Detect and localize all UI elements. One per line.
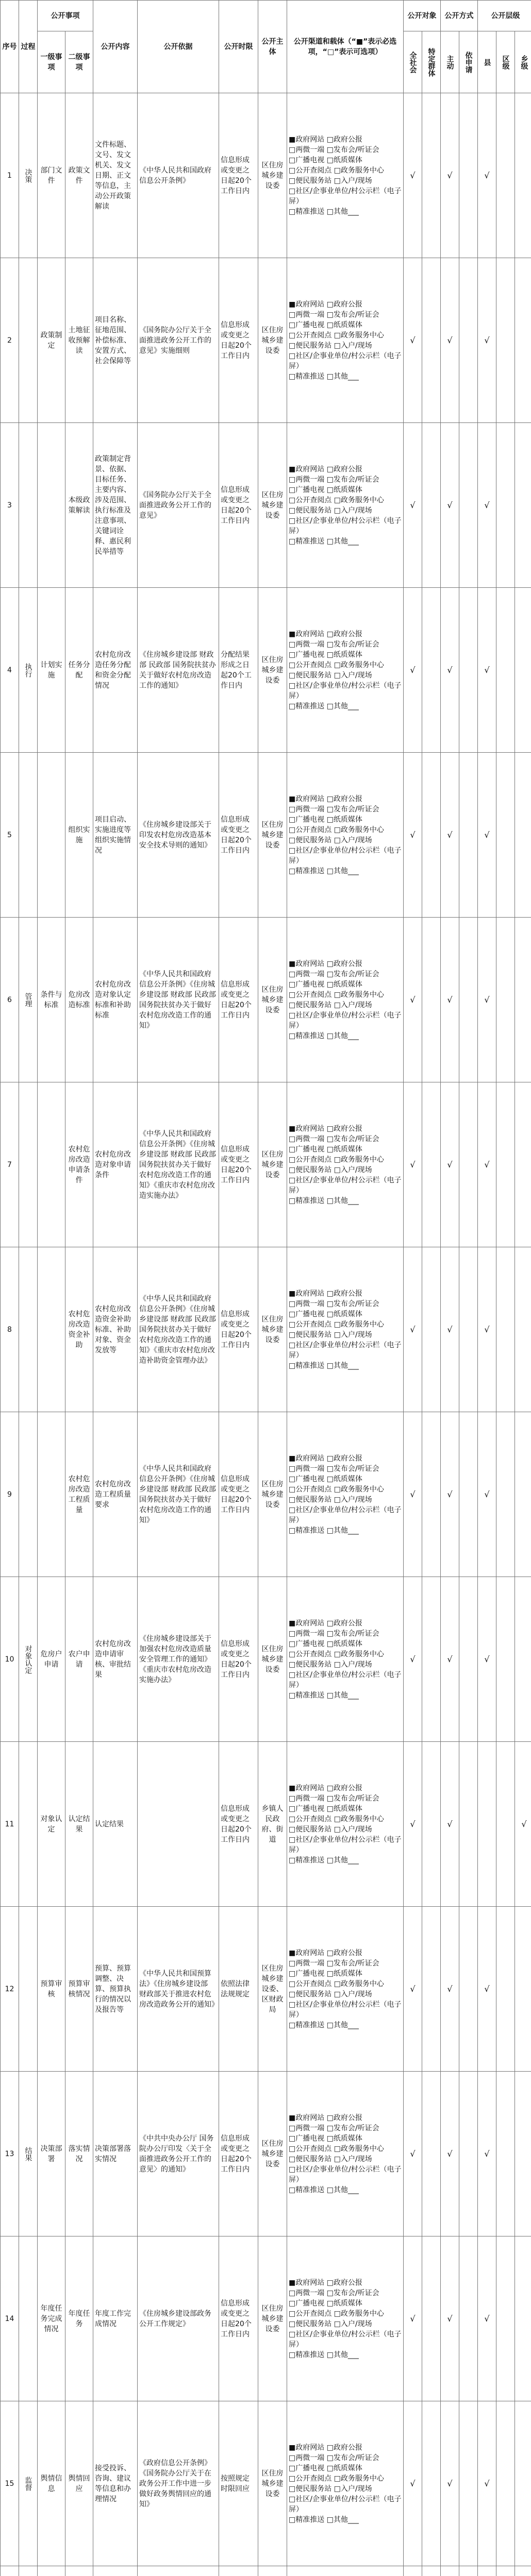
row-process: 执行	[19, 588, 38, 753]
row-check-5	[496, 1247, 515, 1412]
row-content: 年度工作完成情况	[93, 2236, 138, 2401]
row-check-3	[459, 423, 478, 588]
row-check-0	[404, 2566, 422, 2576]
row-process	[19, 2236, 38, 2401]
row-basis	[138, 2566, 219, 2576]
row-basis: 《中华人民共和国政府信息公开条例》《住房城乡建设部 财政部 民政部 国务院扶贫办关于做好农村危房改造工作的通知》《重庆市农村危房改造补助资金管理办法》	[138, 1247, 219, 1412]
row-level1: 对象认定	[38, 1742, 65, 1907]
row-check-5	[496, 1907, 515, 2072]
header-proactive: 主动	[441, 31, 459, 93]
header-method: 公开方式	[441, 1, 478, 31]
header-subject: 公开主体	[258, 1, 287, 93]
row-check-0: √	[404, 588, 422, 753]
row-check-5	[496, 918, 515, 1082]
row-check-3	[459, 2072, 478, 2236]
row-time-limit: 信息形成或变更之日起20个工作日内	[219, 423, 258, 588]
row-check-6	[515, 93, 531, 258]
row-basis: 《住房城乡建设部关于印发农村危房改造基本安全技术导则的通知》	[138, 753, 219, 918]
row-check-6	[515, 2401, 531, 2566]
row-basis: 《中华人民共和国政府信息公开条例》	[138, 93, 219, 258]
row-check-6	[515, 588, 531, 753]
row-check-2: √	[441, 2401, 459, 2566]
table-row	[1, 423, 531, 588]
row-check-5	[496, 753, 515, 918]
row-subject: 区住房城乡建设委	[258, 2401, 287, 2566]
row-check-0: √	[404, 918, 422, 1082]
row-check-1	[422, 1742, 441, 1907]
row-time-limit: 信息形成或变更之日起20个工作日内	[219, 1577, 258, 1742]
row-check-3	[459, 2236, 478, 2401]
row-process	[19, 258, 38, 423]
row-check-0: √	[404, 753, 422, 918]
row-check-0: √	[404, 1082, 422, 1247]
row-time-limit: 信息形成或变更之日起20个工作日内	[219, 1082, 258, 1247]
row-time-limit: 信息形成或变更之日起20个工作日内	[219, 2236, 258, 2401]
row-check-3	[459, 1412, 478, 1577]
header-level1: 一级事项	[38, 31, 65, 93]
header-target: 公开对象	[404, 1, 441, 31]
row-check-1	[422, 93, 441, 258]
row-time-limit: 信息形成或变更之日起20个工作日内	[219, 258, 258, 423]
row-level1	[38, 1082, 65, 1247]
row-check-2: √	[441, 1577, 459, 1742]
row-content	[93, 2566, 138, 2576]
header-level2: 二级事项	[65, 31, 93, 93]
header-seq: 序号	[1, 1, 19, 93]
row-process: 监督	[19, 2401, 38, 2566]
row-subject: 区住房城乡建设委	[258, 423, 287, 588]
row-level1	[38, 753, 65, 918]
header-time-limit: 公开时限	[219, 1, 258, 93]
row-content: 政策制定背景、依据、目标任务、主要内容、涉及范围、执行标准及注意事项、关键词诠释、惠民利民举措等	[93, 423, 138, 588]
row-content: 农村危房改造对象申请条件	[93, 1082, 138, 1247]
row-basis: 《中华人民共和国政府信息公开条例》《住房城乡建设部 财政部 民政部 国务院扶贫办关于做好农村危房改造工作的通知》	[138, 1412, 219, 1577]
row-check-6	[515, 1247, 531, 1412]
row-subject	[258, 2566, 287, 2576]
row-level2: 落实情况	[65, 2072, 93, 2236]
header-content: 公开内容	[93, 1, 138, 93]
row-check-4: √	[478, 258, 496, 423]
row-subject: 区住房城乡建设委	[258, 918, 287, 1082]
row-check-6	[515, 753, 531, 918]
table-row	[1, 2072, 531, 2236]
row-check-0: √	[404, 2236, 422, 2401]
row-subject: 乡镇人民政府、街道	[258, 1742, 287, 1907]
row-check-2: √	[441, 753, 459, 918]
row-content: 接受投诉、咨询、建议等信息和办理情况	[93, 2401, 138, 2566]
row-check-3	[459, 1247, 478, 1412]
table-row	[1, 1577, 531, 1742]
table-row	[1, 1742, 531, 1907]
row-check-5	[496, 1412, 515, 1577]
row-check-5	[496, 2072, 515, 2236]
row-check-2: √	[441, 1412, 459, 1577]
row-basis: 《国务院办公厅关于全面推进政务公开工作的意见》	[138, 423, 219, 588]
row-level1: 年度任务完成情况	[38, 2236, 65, 2401]
row-content: 项目启动、实施进度等组织实施情况	[93, 753, 138, 918]
row-check-2: √	[441, 1247, 459, 1412]
row-check-5	[496, 2401, 515, 2566]
row-process	[19, 1742, 38, 1907]
row-check-0: √	[404, 1577, 422, 1742]
row-check-2: √	[441, 1907, 459, 2072]
row-seq: 13	[1, 2072, 19, 2236]
row-check-5	[496, 258, 515, 423]
row-level1: 危房户申请	[38, 1577, 65, 1742]
row-check-2: √	[441, 588, 459, 753]
row-channel	[287, 2566, 404, 2576]
row-check-1	[422, 1247, 441, 1412]
row-content: 项目名称、征地范围、补偿标准、安置方式、社会保障等	[93, 258, 138, 423]
row-basis	[138, 1742, 219, 1907]
row-check-5	[496, 423, 515, 588]
row-process: 对象认定	[19, 1577, 38, 1742]
table-row	[1, 1907, 531, 2072]
row-check-3	[459, 753, 478, 918]
row-channel: ■政府网站 □政府公报 □两微一端 □发布会/听证会 □广播电视 □纸质媒体 □公开查阅点 □政务服务中心 □便民服务站 □入户/现场 □社区/企事业单位/村公示栏（电子屏） □精准推送 □其他___	[287, 258, 404, 423]
row-channel: ■政府网站 □政府公报 □两微一端 □发布会/听证会 □广播电视 □纸质媒体 □公开查阅点 □政务服务中心 □便民服务站 □入户/现场 □社区/企事业单位/村公示栏（电子屏） □精准推送 □其他___	[287, 2072, 404, 2236]
row-check-1	[422, 1577, 441, 1742]
row-basis: 《中华人民共和国政府信息公开条例》《住房城乡建设部 财政部 民政部 国务院扶贫办关于做好农村危房改造工作的通知》	[138, 918, 219, 1082]
row-check-2: √	[441, 918, 459, 1082]
row-content: 决策部署落实情况	[93, 2072, 138, 2236]
row-channel: ■政府网站 □政府公报 □两微一端 □发布会/听证会 □广播电视 □纸质媒体 □公开查阅点 □政务服务中心 □便民服务站 □入户/现场 □社区/企事业单位/村公示栏（电子屏） □精准推送 □其他___	[287, 588, 404, 753]
row-time-limit	[219, 2566, 258, 2576]
row-check-1	[422, 423, 441, 588]
row-time-limit: 信息形成或变更之日起20个工作日内	[219, 93, 258, 258]
row-check-6	[515, 918, 531, 1082]
row-check-3	[459, 1082, 478, 1247]
header-district: 区级	[496, 31, 515, 93]
row-check-0: √	[404, 423, 422, 588]
row-check-1	[422, 588, 441, 753]
row-seq: 11	[1, 1742, 19, 1907]
row-seq: 15	[1, 2401, 19, 2566]
row-process: 管理	[19, 918, 38, 1082]
row-channel: ■政府网站 □政府公报 □两微一端 □发布会/听证会 □广播电视 □纸质媒体 □公开查阅点 □政务服务中心 □便民服务站 □入户/现场 □社区/企事业单位/村公示栏（电子屏） □精准推送 □其他___	[287, 918, 404, 1082]
row-check-4	[478, 2566, 496, 2576]
row-subject: 区住房城乡建设委	[258, 258, 287, 423]
row-subject: 区住房城乡建设委	[258, 93, 287, 258]
row-subject: 区住房城乡建设委	[258, 753, 287, 918]
row-level2	[65, 2566, 93, 2576]
row-check-6	[515, 1412, 531, 1577]
row-process	[19, 1907, 38, 2072]
row-check-6	[515, 2566, 531, 2576]
row-content: 认定结果	[93, 1742, 138, 1907]
row-check-5	[496, 93, 515, 258]
row-level1: 舆情信息	[38, 2401, 65, 2566]
row-check-6	[515, 2072, 531, 2236]
table-row	[1, 1412, 531, 1577]
row-check-1	[422, 1082, 441, 1247]
row-check-3	[459, 1742, 478, 1907]
row-check-1	[422, 2566, 441, 2576]
row-level2: 农村危房改造资金补助	[65, 1247, 93, 1412]
row-level1: 条件与标准	[38, 918, 65, 1082]
header-by-request: 依申请	[459, 31, 478, 93]
table-row	[1, 258, 531, 423]
row-time-limit: 信息形成或变更之日起20个工作日内	[219, 753, 258, 918]
row-basis: 《住房城乡建设部关于加强农村危房改造质量安全管理工作的通知》《重庆市农村危房改造实施办法》	[138, 1577, 219, 1742]
row-check-2: √	[441, 258, 459, 423]
row-level1	[38, 2566, 65, 2576]
row-check-5	[496, 1577, 515, 1742]
row-subject: 区住房城乡建设委	[258, 1412, 287, 1577]
table-row	[1, 918, 531, 1082]
row-content: 农村危房改造资金补助标准、补助对象、资金发放等	[93, 1247, 138, 1412]
row-basis: 《住房城乡建设部 财政部 民政部 国务院扶贫办关于做好农村危房改造工作的通知》	[138, 588, 219, 753]
row-check-6: √	[515, 1742, 531, 1907]
row-check-3	[459, 258, 478, 423]
row-seq: 7	[1, 1082, 19, 1247]
row-check-1	[422, 2072, 441, 2236]
table-row	[1, 2236, 531, 2401]
row-level2: 任务分配	[65, 588, 93, 753]
row-subject: 区住房城乡建设委	[258, 1577, 287, 1742]
row-level2: 本级政策解读	[65, 423, 93, 588]
table-row	[1, 2566, 531, 2576]
row-content: 文件标题、文号、发文机关、发文日期、正文等信息，主动公开政策解读	[93, 93, 138, 258]
row-content: 农村危房改造对象认定标准和补助标准	[93, 918, 138, 1082]
row-seq: 8	[1, 1247, 19, 1412]
row-check-6	[515, 1577, 531, 1742]
row-check-3	[459, 1907, 478, 2072]
row-check-5	[496, 2566, 515, 2576]
row-time-limit: 按照规定时限回应	[219, 2401, 258, 2566]
row-level1	[38, 1412, 65, 1577]
row-check-0: √	[404, 93, 422, 258]
row-time-limit: 依照法律法规规定	[219, 1907, 258, 2072]
header-channel: 公开渠道和载体（“■”表示必选项，“□”表示可选项）	[287, 1, 404, 93]
row-process	[19, 753, 38, 918]
table-row	[1, 2401, 531, 2566]
row-channel: ■政府网站 □政府公报 □两微一端 □发布会/听证会 □广播电视 □纸质媒体 □公开查阅点 □政务服务中心 □便民服务站 □入户/现场 □社区/企事业单位/村公示栏（电子屏） □精准推送 □其他___	[287, 1082, 404, 1247]
table-row	[1, 1082, 531, 1247]
row-check-3	[459, 588, 478, 753]
row-channel: ■政府网站 □政府公报 □两微一端 □发布会/听证会 □广播电视 □纸质媒体 □公开查阅点 □政务服务中心 □便民服务站 □入户/现场 □社区/企事业单位/村公示栏（电子屏） □精准推送 □其他___	[287, 1247, 404, 1412]
row-check-5	[496, 1082, 515, 1247]
row-subject: 区住房城乡建设委	[258, 2072, 287, 2236]
table-row	[1, 93, 531, 258]
row-channel: ■政府网站 □政府公报 □两微一端 □发布会/听证会 □广播电视 □纸质媒体 □公开查阅点 □政务服务中心 □便民服务站 □入户/现场 □社区/企事业单位/村公示栏（电子屏） □精准推送 □其他___	[287, 423, 404, 588]
row-channel: ■政府网站 □政府公报 □两微一端 □发布会/听证会 □广播电视 □纸质媒体 □公开查阅点 □政务服务中心 □便民服务站 □入户/现场 □社区/企事业单位/村公示栏（电子屏） □精准推送 □其他___	[287, 2236, 404, 2401]
row-check-6	[515, 1907, 531, 2072]
row-check-0: √	[404, 258, 422, 423]
row-content: 预算、预算调整、决算、预算执行的情况以及报告等	[93, 1907, 138, 2072]
row-seq: 12	[1, 1907, 19, 2072]
row-subject: 区住房城乡建设委	[258, 1082, 287, 1247]
table-body	[1, 93, 531, 2576]
row-level1: 政策制定	[38, 258, 65, 423]
row-time-limit: 信息形成或变更之日起20个工作日内	[219, 1742, 258, 1907]
row-seq: 2	[1, 258, 19, 423]
row-check-4: √	[478, 1082, 496, 1247]
row-check-4: √	[478, 918, 496, 1082]
row-check-1	[422, 2401, 441, 2566]
header-public-matter: 公开事项	[38, 1, 93, 31]
row-check-0: √	[404, 1907, 422, 2072]
row-basis: 《住房城乡建设部政务公开工作规定》	[138, 2236, 219, 2401]
row-check-5	[496, 2236, 515, 2401]
header-specific-group: 特定群体	[422, 31, 441, 93]
row-process: 决策	[19, 93, 38, 258]
header-process: 过程	[19, 1, 38, 93]
row-level1	[38, 1247, 65, 1412]
header-county: 县	[478, 31, 496, 93]
row-check-2: √	[441, 1082, 459, 1247]
row-check-6	[515, 2236, 531, 2401]
row-channel: ■政府网站 □政府公报 □两微一端 □发布会/听证会 □广播电视 □纸质媒体 □公开查阅点 □政务服务中心 □便民服务站 □入户/现场 □社区/企事业单位/村公示栏（电子屏） □精准推送 □其他___	[287, 93, 404, 258]
row-process: 结果	[19, 2072, 38, 2236]
row-check-0: √	[404, 1412, 422, 1577]
row-check-4: √	[478, 2236, 496, 2401]
row-level2: 土地征收预解读	[65, 258, 93, 423]
row-level2: 农村危房改造申请条件	[65, 1082, 93, 1247]
table-row	[1, 753, 531, 918]
row-level2: 预算审核情况	[65, 1907, 93, 2072]
row-seq: 10	[1, 1577, 19, 1742]
row-level1: 部门文件	[38, 93, 65, 258]
row-level1: 预算审核	[38, 1907, 65, 2072]
row-time-limit: 信息形成或变更之日起20个工作日内	[219, 1247, 258, 1412]
row-check-0: √	[404, 1742, 422, 1907]
row-check-3	[459, 2401, 478, 2566]
row-level2: 舆情回应	[65, 2401, 93, 2566]
row-process	[19, 423, 38, 588]
row-level2: 政策文件	[65, 93, 93, 258]
row-check-4: √	[478, 1247, 496, 1412]
row-process	[19, 1082, 38, 1247]
row-basis: 《中共中央办公厅 国务院办公厅印发〈关于全面推进政务公开工作的意见〉的通知》	[138, 2072, 219, 2236]
row-check-4	[478, 1742, 496, 1907]
row-check-3	[459, 1577, 478, 1742]
row-level1: 计划实施	[38, 588, 65, 753]
row-check-1	[422, 753, 441, 918]
row-time-limit: 分配结果形成之日起20个工作日内	[219, 588, 258, 753]
row-check-1	[422, 1907, 441, 2072]
row-basis: 《国务院办公厅关于全面推进政务公开工作的意见》实施细则	[138, 258, 219, 423]
row-process	[19, 2566, 38, 2576]
row-check-4: √	[478, 93, 496, 258]
row-level1: 决策部署	[38, 2072, 65, 2236]
row-channel: ■政府网站 □政府公报 □两微一端 □发布会/听证会 □广播电视 □纸质媒体 □公开查阅点 □政务服务中心 □便民服务站 □入户/现场 □社区/企事业单位/村公示栏（电子屏） □精准推送 □其他___	[287, 2401, 404, 2566]
row-check-3	[459, 918, 478, 1082]
row-check-5	[496, 1742, 515, 1907]
row-process	[19, 1247, 38, 1412]
row-check-4: √	[478, 1907, 496, 2072]
row-channel: ■政府网站 □政府公报 □两微一端 □发布会/听证会 □广播电视 □纸质媒体 □公开查阅点 □政务服务中心 □便民服务站 □入户/现场 □社区/企事业单位/村公示栏（电子屏） □精准推送 □其他___	[287, 1412, 404, 1577]
row-level2: 认定结果	[65, 1742, 93, 1907]
row-basis: 《中华人民共和国预算法》《住房城乡建设部 财政部关于推进农村危房改造政务公开的通知》	[138, 1907, 219, 2072]
row-check-2: √	[441, 93, 459, 258]
row-seq: 4	[1, 588, 19, 753]
header-township: 乡级	[515, 31, 531, 93]
row-time-limit: 信息形成或变更之日起20个工作日内	[219, 2072, 258, 2236]
header-basis: 公开依据	[138, 1, 219, 93]
row-check-0: √	[404, 1247, 422, 1412]
row-check-1	[422, 918, 441, 1082]
row-check-6	[515, 1082, 531, 1247]
row-seq: 9	[1, 1412, 19, 1577]
row-time-limit: 信息形成或变更之日起20个工作日内	[219, 1412, 258, 1577]
table-row	[1, 588, 531, 753]
row-check-4: √	[478, 2072, 496, 2236]
row-seq: 14	[1, 2236, 19, 2401]
row-level1	[38, 423, 65, 588]
row-check-2: √	[441, 2072, 459, 2236]
row-subject: 区住房城乡建设委	[258, 2236, 287, 2401]
row-process	[19, 1412, 38, 1577]
header-level: 公开层级	[478, 1, 531, 31]
row-channel: ■政府网站 □政府公报 □两微一端 □发布会/听证会 □广播电视 □纸质媒体 □公开查阅点 □政务服务中心 □便民服务站 □入户/现场 □社区/企事业单位/村公示栏（电子屏） □精准推送 □其他___	[287, 1742, 404, 1907]
row-seq	[1, 2566, 19, 2576]
row-level2: 农村危房改造工程质量	[65, 1412, 93, 1577]
row-check-1	[422, 2236, 441, 2401]
row-level2: 组织实施	[65, 753, 93, 918]
row-check-0: √	[404, 2072, 422, 2236]
row-check-3	[459, 2566, 478, 2576]
row-subject: 区住房城乡建设委、区财政局	[258, 1907, 287, 2072]
row-channel: ■政府网站 □政府公报 □两微一端 □发布会/听证会 □广播电视 □纸质媒体 □公开查阅点 □政务服务中心 □便民服务站 □入户/现场 □社区/企事业单位/村公示栏（电子屏） □精准推送 □其他___	[287, 1907, 404, 2072]
row-check-6	[515, 423, 531, 588]
row-channel: ■政府网站 □政府公报 □两微一端 □发布会/听证会 □广播电视 □纸质媒体 □公开查阅点 □政务服务中心 □便民服务站 □入户/现场 □社区/企事业单位/村公示栏（电子屏） □精准推送 □其他___	[287, 753, 404, 918]
row-content: 农村危房改造任务分配和资金分配情况	[93, 588, 138, 753]
row-seq: 1	[1, 93, 19, 258]
row-basis: 《中华人民共和国政府信息公开条例》《住房城乡建设部 财政部 民政部 国务院扶贫办关于做好农村危房改造工作的通知》《重庆市农村危房改造实施办法》	[138, 1082, 219, 1247]
row-check-6	[515, 258, 531, 423]
row-check-4: √	[478, 2401, 496, 2566]
row-channel: ■政府网站 □政府公报 □两微一端 □发布会/听证会 □广播电视 □纸质媒体 □公开查阅点 □政务服务中心 □便民服务站 □入户/现场 □社区/企事业单位/村公示栏（电子屏） □精准推送 □其他___	[287, 1577, 404, 1742]
row-check-0: √	[404, 2401, 422, 2566]
row-seq: 5	[1, 753, 19, 918]
row-subject: 区住房城乡建设委	[258, 1247, 287, 1412]
row-content: 农村危房改造申请审核、审批结果	[93, 1577, 138, 1742]
row-content: 农村危房改造工程质量要求	[93, 1412, 138, 1577]
row-check-4: √	[478, 1577, 496, 1742]
row-time-limit: 信息形成或变更之日起20个工作日内	[219, 918, 258, 1082]
table-row	[1, 1247, 531, 1412]
row-level2: 农户申请	[65, 1577, 93, 1742]
row-check-4: √	[478, 423, 496, 588]
row-check-5	[496, 588, 515, 753]
row-seq: 6	[1, 918, 19, 1082]
row-check-2: √	[441, 1742, 459, 1907]
row-check-2: √	[441, 423, 459, 588]
row-check-2	[441, 2566, 459, 2576]
row-level2: 年度任务	[65, 2236, 93, 2401]
row-check-4: √	[478, 753, 496, 918]
row-check-4: √	[478, 1412, 496, 1577]
row-subject: 区住房城乡建设委	[258, 588, 287, 753]
row-check-3	[459, 93, 478, 258]
row-check-1	[422, 258, 441, 423]
row-basis: 《政府信息公开条例》《国务院办公厅关于在政务公开工作中进一步做好政务舆情回应的通知》	[138, 2401, 219, 2566]
row-seq: 3	[1, 423, 19, 588]
row-check-2: √	[441, 2236, 459, 2401]
row-check-4: √	[478, 588, 496, 753]
row-check-1	[422, 1412, 441, 1577]
row-level2: 危房改造标准	[65, 918, 93, 1082]
header-all-society: 全社会	[404, 31, 422, 93]
